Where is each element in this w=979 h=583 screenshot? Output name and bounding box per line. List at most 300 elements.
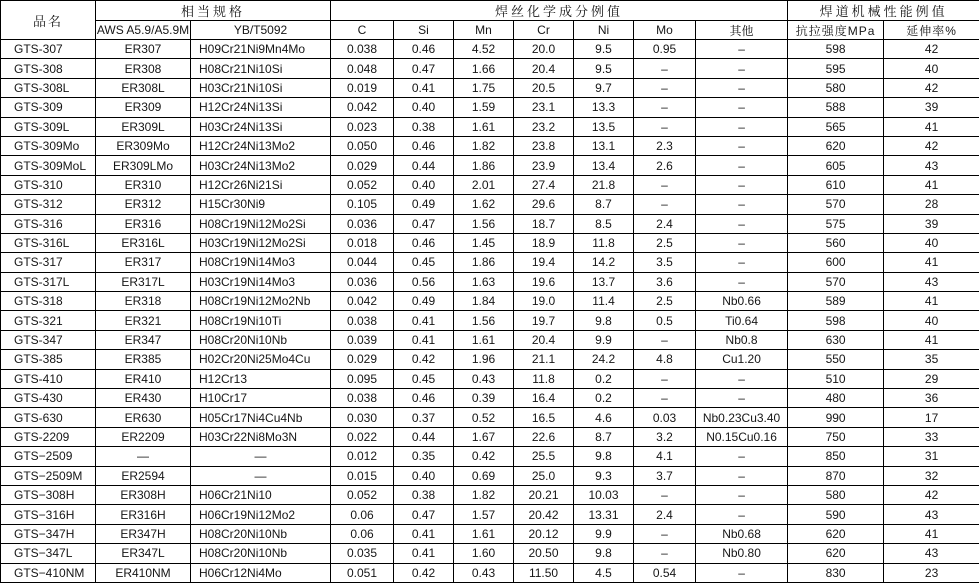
- cell-aws-spec: ER347H: [96, 524, 191, 543]
- cell-elongation: 40: [884, 311, 979, 330]
- cell-other: Nb0.68: [696, 524, 788, 543]
- cell-c: 0.018: [331, 233, 394, 252]
- header-mo: Mo: [634, 21, 696, 40]
- cell-elongation: 33: [884, 427, 979, 446]
- cell-mn: 1.82: [454, 485, 514, 504]
- cell-mo: 0.95: [634, 40, 696, 59]
- header-c: C: [331, 21, 394, 40]
- cell-cr: 25.5: [514, 447, 574, 466]
- cell-mo: –: [634, 59, 696, 78]
- header-spec-group: 相当规格: [96, 1, 331, 21]
- cell-elongation: 42: [884, 485, 979, 504]
- cell-product: GTS-2209: [1, 427, 96, 446]
- cell-ni: 9.9: [574, 524, 634, 543]
- cell-elongation: 41: [884, 175, 979, 194]
- cell-mo: 2.5: [634, 233, 696, 252]
- cell-cr: 27.4: [514, 175, 574, 194]
- cell-mo: 3.2: [634, 427, 696, 446]
- cell-mn: 1.45: [454, 233, 514, 252]
- cell-c: 0.035: [331, 544, 394, 563]
- cell-mo: –: [634, 369, 696, 388]
- cell-aws-spec: ER318: [96, 292, 191, 311]
- cell-tensile-strength: 850: [788, 447, 884, 466]
- cell-product: GTS-316: [1, 214, 96, 233]
- cell-yb-spec: H03Cr24Ni13Mo2: [191, 156, 331, 175]
- cell-aws-spec: ER309L: [96, 117, 191, 136]
- cell-tensile-strength: 510: [788, 369, 884, 388]
- header-chem-group: 焊丝化学成分例值: [331, 1, 788, 21]
- cell-si: 0.46: [394, 389, 454, 408]
- cell-c: 0.012: [331, 447, 394, 466]
- cell-c: 0.039: [331, 330, 394, 349]
- cell-yb-spec: H05Cr17Ni4Cu4Nb: [191, 408, 331, 427]
- cell-tensile-strength: 565: [788, 117, 884, 136]
- cell-cr: 20.4: [514, 59, 574, 78]
- cell-yb-spec: H08Cr20Ni10Nb: [191, 330, 331, 349]
- cell-c: 0.029: [331, 350, 394, 369]
- table-row: [1, 59, 979, 78]
- cell-elongation: 41: [884, 524, 979, 543]
- cell-tensile-strength: 570: [788, 272, 884, 291]
- cell-c: 0.029: [331, 156, 394, 175]
- cell-elongation: 40: [884, 59, 979, 78]
- cell-cr: 23.1: [514, 98, 574, 117]
- cell-yb-spec: —: [191, 447, 331, 466]
- cell-yb-spec: H12Cr24Ni13Mo2: [191, 136, 331, 155]
- cell-elongation: 43: [884, 156, 979, 175]
- cell-aws-spec: ER2594: [96, 466, 191, 485]
- cell-mo: –: [634, 330, 696, 349]
- cell-cr: 19.0: [514, 292, 574, 311]
- cell-cr: 16.4: [514, 389, 574, 408]
- cell-mn: 1.56: [454, 311, 514, 330]
- cell-aws-spec: ER630: [96, 408, 191, 427]
- cell-ni: 8.7: [574, 427, 634, 446]
- cell-ni: 8.5: [574, 214, 634, 233]
- cell-aws-spec: ER316: [96, 214, 191, 233]
- cell-elongation: 28: [884, 195, 979, 214]
- cell-tensile-strength: 580: [788, 78, 884, 97]
- cell-c: 0.044: [331, 253, 394, 272]
- cell-product: GTS-308: [1, 59, 96, 78]
- cell-cr: 23.2: [514, 117, 574, 136]
- cell-mo: 2.4: [634, 214, 696, 233]
- cell-other: N0.15Cu0.16: [696, 427, 788, 446]
- cell-si: 0.41: [394, 311, 454, 330]
- cell-yb-spec: H08Cr19Ni12Mo2Nb: [191, 292, 331, 311]
- cell-c: 0.048: [331, 59, 394, 78]
- cell-tensile-strength: 750: [788, 427, 884, 446]
- cell-other: –: [696, 156, 788, 175]
- cell-si: 0.47: [394, 214, 454, 233]
- cell-elongation: 41: [884, 117, 979, 136]
- table-row: [1, 427, 979, 446]
- cell-si: 0.44: [394, 156, 454, 175]
- cell-mn: 1.56: [454, 214, 514, 233]
- cell-yb-spec: H08Cr21Ni10Si: [191, 59, 331, 78]
- cell-cr: 18.7: [514, 214, 574, 233]
- cell-si: 0.38: [394, 485, 454, 504]
- cell-ni: 8.7: [574, 195, 634, 214]
- cell-cr: 23.8: [514, 136, 574, 155]
- cell-tensile-strength: 620: [788, 524, 884, 543]
- cell-product: GTS-307: [1, 40, 96, 59]
- cell-yb-spec: H12Cr26Ni21Si: [191, 175, 331, 194]
- cell-product: GTS-410: [1, 369, 96, 388]
- cell-product: GTS-310: [1, 175, 96, 194]
- cell-tensile-strength: 605: [788, 156, 884, 175]
- cell-ni: 9.7: [574, 78, 634, 97]
- cell-elongation: 43: [884, 544, 979, 563]
- table-row: [1, 272, 979, 291]
- table-row: [1, 524, 979, 543]
- cell-cr: 19.4: [514, 253, 574, 272]
- cell-mo: 4.8: [634, 350, 696, 369]
- header-si: Si: [394, 21, 454, 40]
- cell-aws-spec: ER347L: [96, 544, 191, 563]
- cell-other: –: [696, 272, 788, 291]
- cell-mo: –: [634, 175, 696, 194]
- cell-mn: 1.61: [454, 524, 514, 543]
- table-row: [1, 505, 979, 524]
- cell-cr: 20.50: [514, 544, 574, 563]
- table-row: [1, 292, 979, 311]
- cell-ni: 13.7: [574, 272, 634, 291]
- cell-tensile-strength: 830: [788, 563, 884, 582]
- cell-cr: 22.6: [514, 427, 574, 446]
- cell-mn: 1.63: [454, 272, 514, 291]
- cell-c: 0.019: [331, 78, 394, 97]
- cell-other: –: [696, 505, 788, 524]
- cell-tensile-strength: 630: [788, 330, 884, 349]
- cell-yb-spec: H08Cr20Ni10Nb: [191, 524, 331, 543]
- cell-cr: 25.0: [514, 466, 574, 485]
- cell-mn: 0.52: [454, 408, 514, 427]
- cell-mn: 1.61: [454, 330, 514, 349]
- cell-mn: 1.67: [454, 427, 514, 446]
- cell-mn: 1.82: [454, 136, 514, 155]
- cell-tensile-strength: 870: [788, 466, 884, 485]
- cell-ni: 13.5: [574, 117, 634, 136]
- cell-product: GTS−2509M: [1, 466, 96, 485]
- cell-si: 0.45: [394, 253, 454, 272]
- table-row: [1, 136, 979, 155]
- cell-c: 0.030: [331, 408, 394, 427]
- cell-elongation: 40: [884, 233, 979, 252]
- cell-mn: 1.57: [454, 505, 514, 524]
- cell-mn: 1.84: [454, 292, 514, 311]
- table-row: [1, 156, 979, 175]
- cell-c: 0.06: [331, 505, 394, 524]
- cell-ni: 11.8: [574, 233, 634, 252]
- cell-yb-spec: H08Cr19Ni12Mo2Si: [191, 214, 331, 233]
- header-row-groups: [1, 1, 979, 21]
- cell-ni: 14.2: [574, 253, 634, 272]
- cell-other: Cu1.20: [696, 350, 788, 369]
- cell-c: 0.042: [331, 98, 394, 117]
- cell-elongation: 41: [884, 292, 979, 311]
- cell-aws-spec: ER308H: [96, 485, 191, 504]
- cell-elongation: 41: [884, 253, 979, 272]
- cell-product: GTS−410NM: [1, 563, 96, 582]
- cell-other: –: [696, 117, 788, 136]
- cell-yb-spec: H03Cr22Ni8Mo3N: [191, 427, 331, 446]
- cell-product: GTS-309MoL: [1, 156, 96, 175]
- cell-mn: 0.43: [454, 563, 514, 582]
- table-row: [1, 175, 979, 194]
- table-row: [1, 195, 979, 214]
- header-row-columns: [1, 21, 979, 40]
- cell-product: GTS-317L: [1, 272, 96, 291]
- cell-tensile-strength: 580: [788, 485, 884, 504]
- table-row: [1, 117, 979, 136]
- cell-si: 0.47: [394, 59, 454, 78]
- cell-si: 0.35: [394, 447, 454, 466]
- cell-si: 0.49: [394, 195, 454, 214]
- cell-cr: 18.9: [514, 233, 574, 252]
- cell-ni: 21.8: [574, 175, 634, 194]
- cell-elongation: 35: [884, 350, 979, 369]
- cell-product: GTS-385: [1, 350, 96, 369]
- table-row: [1, 408, 979, 427]
- cell-si: 0.44: [394, 427, 454, 446]
- cell-mn: 1.60: [454, 544, 514, 563]
- cell-product: GTS-318: [1, 292, 96, 311]
- cell-product: GTS-317: [1, 253, 96, 272]
- table-row: [1, 214, 979, 233]
- cell-mn: 1.86: [454, 156, 514, 175]
- cell-aws-spec: ER2209: [96, 427, 191, 446]
- cell-elongation: 42: [884, 40, 979, 59]
- cell-elongation: 31: [884, 447, 979, 466]
- cell-si: 0.41: [394, 544, 454, 563]
- cell-elongation: 39: [884, 214, 979, 233]
- cell-mo: 3.6: [634, 272, 696, 291]
- cell-yb-spec: H08Cr19Ni10Ti: [191, 311, 331, 330]
- cell-mo: 0.03: [634, 408, 696, 427]
- cell-aws-spec: ER310: [96, 175, 191, 194]
- cell-c: 0.051: [331, 563, 394, 582]
- cell-mo: –: [634, 98, 696, 117]
- cell-yb-spec: H08Cr19Ni14Mo3: [191, 253, 331, 272]
- cell-mo: 2.3: [634, 136, 696, 155]
- cell-yb-spec: H03Cr19Ni12Mo2Si: [191, 233, 331, 252]
- cell-yb-spec: H02Cr20Ni25Mo4Cu: [191, 350, 331, 369]
- cell-ni: 9.5: [574, 40, 634, 59]
- cell-tensile-strength: 990: [788, 408, 884, 427]
- cell-other: Nb0.8: [696, 330, 788, 349]
- cell-mn: 4.52: [454, 40, 514, 59]
- cell-other: –: [696, 214, 788, 233]
- cell-aws-spec: ER430: [96, 389, 191, 408]
- cell-aws-spec: ER308L: [96, 78, 191, 97]
- cell-ni: 11.4: [574, 292, 634, 311]
- cell-product: GTS-321: [1, 311, 96, 330]
- cell-c: 0.015: [331, 466, 394, 485]
- cell-tensile-strength: 570: [788, 195, 884, 214]
- header-aws-spec: AWS A5.9/A5.9M: [96, 21, 191, 40]
- cell-yb-spec: H06Cr19Ni12Mo2: [191, 505, 331, 524]
- cell-product: GTS-630: [1, 408, 96, 427]
- cell-mo: –: [634, 389, 696, 408]
- cell-c: 0.038: [331, 311, 394, 330]
- cell-si: 0.41: [394, 524, 454, 543]
- cell-tensile-strength: 589: [788, 292, 884, 311]
- cell-ni: 9.5: [574, 59, 634, 78]
- cell-other: Nb0.80: [696, 544, 788, 563]
- cell-ni: 4.6: [574, 408, 634, 427]
- table-header: [1, 1, 979, 40]
- cell-tensile-strength: 598: [788, 311, 884, 330]
- cell-mn: 1.86: [454, 253, 514, 272]
- cell-aws-spec: ER316H: [96, 505, 191, 524]
- cell-aws-spec: ER312: [96, 195, 191, 214]
- cell-tensile-strength: 598: [788, 40, 884, 59]
- cell-cr: 20.21: [514, 485, 574, 504]
- cell-c: 0.038: [331, 40, 394, 59]
- cell-elongation: 42: [884, 78, 979, 97]
- cell-yb-spec: H06Cr21Ni10: [191, 485, 331, 504]
- cell-c: 0.06: [331, 524, 394, 543]
- cell-yb-spec: H09Cr21Ni9Mn4Mo: [191, 40, 331, 59]
- cell-cr: 21.1: [514, 350, 574, 369]
- cell-other: –: [696, 233, 788, 252]
- cell-ni: 13.31: [574, 505, 634, 524]
- cell-product: GTS-316L: [1, 233, 96, 252]
- cell-ni: 13.3: [574, 98, 634, 117]
- header-elongation: 延伸率%: [884, 21, 979, 40]
- cell-product: GTS-309L: [1, 117, 96, 136]
- table-row: [1, 485, 979, 504]
- cell-yb-spec: H06Cr12Ni4Mo: [191, 563, 331, 582]
- cell-mo: 0.54: [634, 563, 696, 582]
- cell-cr: 20.42: [514, 505, 574, 524]
- cell-product: GTS−316H: [1, 505, 96, 524]
- table-row: [1, 563, 979, 582]
- cell-mo: –: [634, 544, 696, 563]
- header-ni: Ni: [574, 21, 634, 40]
- cell-si: 0.47: [394, 505, 454, 524]
- cell-tensile-strength: 480: [788, 389, 884, 408]
- table-row: [1, 466, 979, 485]
- cell-c: 0.022: [331, 427, 394, 446]
- cell-product: GTS−2509: [1, 447, 96, 466]
- cell-mo: 2.4: [634, 505, 696, 524]
- cell-si: 0.40: [394, 98, 454, 117]
- table-row: [1, 544, 979, 563]
- cell-ni: 9.3: [574, 466, 634, 485]
- cell-mo: –: [634, 78, 696, 97]
- cell-mo: –: [634, 195, 696, 214]
- cell-other: Nb0.23Cu3.40: [696, 408, 788, 427]
- cell-si: 0.41: [394, 330, 454, 349]
- cell-mn: 0.69: [454, 466, 514, 485]
- cell-mn: 1.59: [454, 98, 514, 117]
- cell-other: –: [696, 195, 788, 214]
- cell-tensile-strength: 595: [788, 59, 884, 78]
- cell-elongation: 41: [884, 330, 979, 349]
- cell-elongation: 32: [884, 466, 979, 485]
- cell-elongation: 36: [884, 389, 979, 408]
- cell-other: –: [696, 563, 788, 582]
- cell-product: GTS-309: [1, 98, 96, 117]
- cell-aws-spec: ER410: [96, 369, 191, 388]
- cell-product: GTS-430: [1, 389, 96, 408]
- cell-product: GTS−347H: [1, 524, 96, 543]
- cell-product: GTS−308H: [1, 485, 96, 504]
- cell-c: 0.042: [331, 292, 394, 311]
- cell-yb-spec: H03Cr21Ni10Si: [191, 78, 331, 97]
- cell-aws-spec: ER307: [96, 40, 191, 59]
- cell-mn: 2.01: [454, 175, 514, 194]
- cell-cr: 20.5: [514, 78, 574, 97]
- cell-mo: 2.5: [634, 292, 696, 311]
- cell-si: 0.42: [394, 563, 454, 582]
- cell-si: 0.49: [394, 292, 454, 311]
- cell-mn: 1.96: [454, 350, 514, 369]
- cell-ni: 0.2: [574, 369, 634, 388]
- cell-other: –: [696, 485, 788, 504]
- cell-si: 0.45: [394, 369, 454, 388]
- cell-other: –: [696, 253, 788, 272]
- cell-si: 0.56: [394, 272, 454, 291]
- cell-ni: 13.1: [574, 136, 634, 155]
- cell-elongation: 42: [884, 136, 979, 155]
- cell-aws-spec: ER317: [96, 253, 191, 272]
- cell-mo: 4.1: [634, 447, 696, 466]
- cell-aws-spec: ER308: [96, 59, 191, 78]
- cell-cr: 20.12: [514, 524, 574, 543]
- cell-cr: 20.0: [514, 40, 574, 59]
- cell-c: 0.023: [331, 117, 394, 136]
- cell-product: GTS-308L: [1, 78, 96, 97]
- cell-mo: 3.5: [634, 253, 696, 272]
- cell-other: Nb0.66: [696, 292, 788, 311]
- cell-elongation: 23: [884, 563, 979, 582]
- cell-ni: 9.8: [574, 311, 634, 330]
- cell-si: 0.41: [394, 78, 454, 97]
- cell-aws-spec: ER309Mo: [96, 136, 191, 155]
- cell-yb-spec: H03Cr24Ni13Si: [191, 117, 331, 136]
- cell-mo: 2.6: [634, 156, 696, 175]
- cell-other: –: [696, 40, 788, 59]
- cell-product: GTS-312: [1, 195, 96, 214]
- table-row: [1, 40, 979, 59]
- cell-mn: 0.39: [454, 389, 514, 408]
- cell-yb-spec: H15Cr30Ni9: [191, 195, 331, 214]
- cell-other: –: [696, 369, 788, 388]
- cell-tensile-strength: 575: [788, 214, 884, 233]
- cell-mn: 0.43: [454, 369, 514, 388]
- cell-cr: 20.4: [514, 330, 574, 349]
- cell-cr: 19.7: [514, 311, 574, 330]
- cell-cr: 11.50: [514, 563, 574, 582]
- cell-ni: 0.2: [574, 389, 634, 408]
- cell-si: 0.46: [394, 233, 454, 252]
- cell-elongation: 43: [884, 272, 979, 291]
- cell-cr: 29.6: [514, 195, 574, 214]
- table-row: [1, 233, 979, 252]
- cell-product: GTS-309Mo: [1, 136, 96, 155]
- cell-ni: 4.5: [574, 563, 634, 582]
- cell-si: 0.37: [394, 408, 454, 427]
- cell-other: –: [696, 59, 788, 78]
- cell-mn: 1.66: [454, 59, 514, 78]
- cell-other: –: [696, 447, 788, 466]
- cell-aws-spec: —: [96, 447, 191, 466]
- cell-c: 0.105: [331, 195, 394, 214]
- table-row: [1, 447, 979, 466]
